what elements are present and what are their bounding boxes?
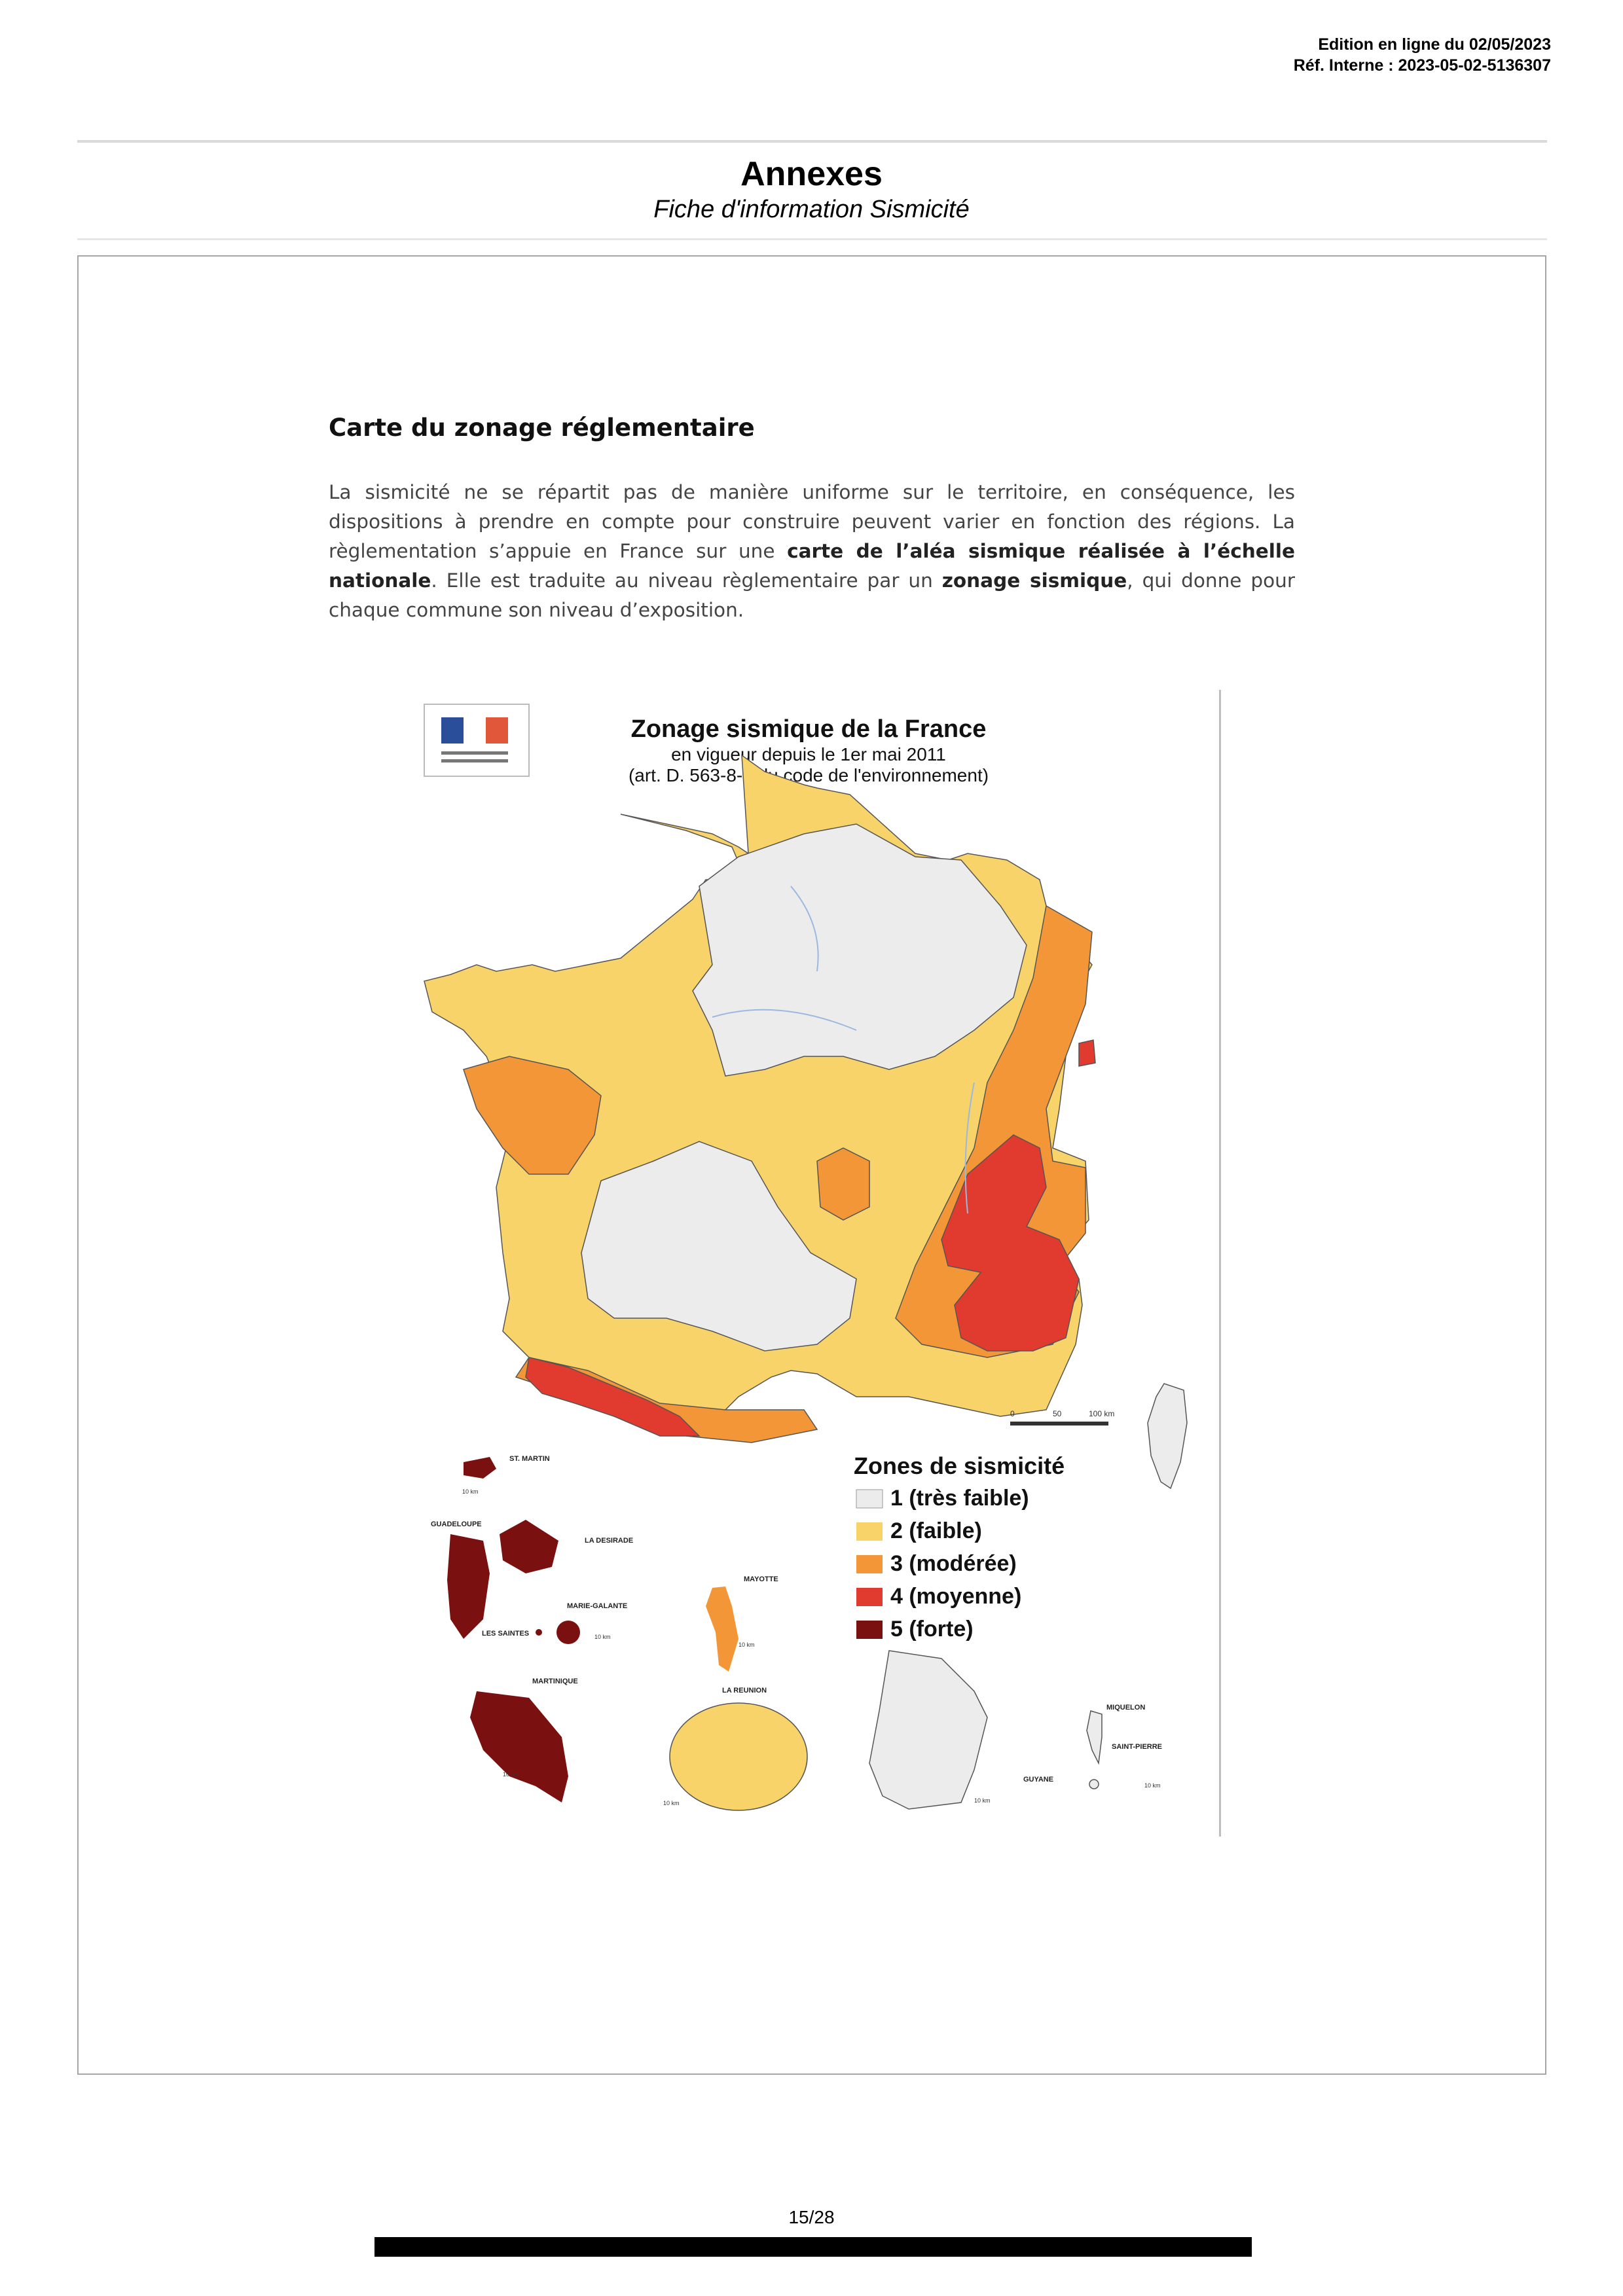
label-guadeloupe: GUADELOUPE — [431, 1520, 482, 1528]
legend-label: 2 (faible) — [890, 1518, 982, 1543]
legend-item — [856, 1518, 982, 1543]
metropolitan-france-map — [424, 755, 1187, 1488]
section-title: Annexes — [740, 155, 883, 193]
label-marie-galante: MARIE-GALANTE — [567, 1602, 628, 1610]
map-legend — [854, 1452, 1065, 1641]
label-guyane: GUYANE — [1023, 1776, 1054, 1784]
scale-martinique: 10 km — [503, 1771, 519, 1778]
label-martinique: MARTINIQUE — [532, 1677, 578, 1685]
scale-label-100: 100 km — [1089, 1409, 1115, 1418]
label-les-saintes: LES SAINTES — [482, 1630, 530, 1638]
label-mayotte: MAYOTTE — [744, 1575, 778, 1583]
mayotte-inset — [706, 1575, 778, 1672]
internal-reference: Réf. Interne : 2023-05-02-5136307 — [1293, 56, 1551, 75]
legend-label: 3 (modérée) — [890, 1551, 1017, 1576]
document-meta — [1294, 34, 1551, 76]
legend-item — [856, 1551, 1017, 1576]
edition-date: Edition en ligne du 02/05/2023 — [1318, 35, 1551, 54]
zone-4-alsace — [1079, 1040, 1095, 1066]
paragraph-bold: carte de l’aléa sismique réalisée à l’échelle nationale — [329, 540, 1295, 592]
saint-pierre-miquelon-inset — [1087, 1704, 1162, 1789]
la-reunion-inset — [663, 1687, 807, 1810]
legend-label: 4 (moyenne) — [890, 1584, 1022, 1609]
seismic-zoning-map — [398, 690, 1221, 1837]
header-rule — [77, 140, 1547, 143]
guadeloupe-inset — [431, 1520, 633, 1644]
label-la-desirade: LA DESIRADE — [585, 1537, 634, 1545]
section-heading — [0, 154, 1623, 225]
page-number: 15/28 — [788, 2207, 835, 2227]
section-subtitle: Fiche d'information Sismicité — [653, 196, 970, 223]
heading-rule — [77, 238, 1547, 240]
paragraph-part: , qui donne pour chaque commune son niveau d’exposition. — [329, 569, 1295, 621]
content-block — [329, 414, 1295, 625]
paragraph-part: La sismicité ne se répartit pas de manière uniforme sur le territoire, en conséquence, les dispositions à prendre en compte pour construire peuvent varier en fonction des régions. La règlementation s’appuie en France sur une — [329, 481, 1295, 562]
scale-label-0: 0 — [1010, 1409, 1015, 1418]
guyane-inset — [869, 1651, 1053, 1809]
content-paragraph — [329, 478, 1295, 625]
page-footer-bar — [374, 2237, 1252, 2257]
scale-saint-pierre: 10 km — [1144, 1782, 1161, 1789]
map-subtitle-article: (art. D. 563-8-1 du code de l'environnement) — [628, 765, 989, 785]
scale-guadeloupe: 10 km — [594, 1634, 611, 1640]
label-miquelon: MIQUELON — [1106, 1704, 1146, 1712]
legend-label: 5 (forte) — [890, 1617, 974, 1641]
scale-mayotte: 10 km — [739, 1641, 755, 1648]
map-title: Zonage sismique de la France — [630, 715, 987, 743]
map-subtitle: en vigueur depuis le 1er mai 2011 — [671, 744, 946, 764]
legend-item — [856, 1486, 1029, 1511]
zone-3-center — [817, 1148, 869, 1220]
content-heading: Carte du zonage réglementaire — [329, 414, 755, 442]
scale-st-martin: 10 km — [462, 1488, 479, 1495]
scale-label-50: 50 — [1053, 1409, 1062, 1418]
st-martin-inset — [462, 1455, 550, 1495]
legend-title: Zones de sismicité — [854, 1452, 1065, 1479]
legend-item — [856, 1617, 974, 1641]
scale-guyane: 10 km — [974, 1797, 991, 1804]
scale-la-reunion: 10 km — [663, 1800, 680, 1806]
paragraph-part: . Elle est traduite au niveau règlementaire par un — [431, 569, 942, 592]
label-saint-pierre: SAINT-PIERRE — [1112, 1743, 1163, 1751]
corsica — [1148, 1384, 1187, 1488]
legend-item — [856, 1584, 1021, 1609]
legend-label: 1 (très faible) — [890, 1486, 1029, 1511]
label-la-reunion: LA REUNION — [722, 1687, 767, 1695]
martinique-inset — [470, 1677, 578, 1803]
paragraph-bold: zonage sismique — [941, 569, 1127, 592]
republique-francaise-logo — [424, 704, 529, 776]
label-st-martin: ST. MARTIN — [509, 1455, 550, 1463]
